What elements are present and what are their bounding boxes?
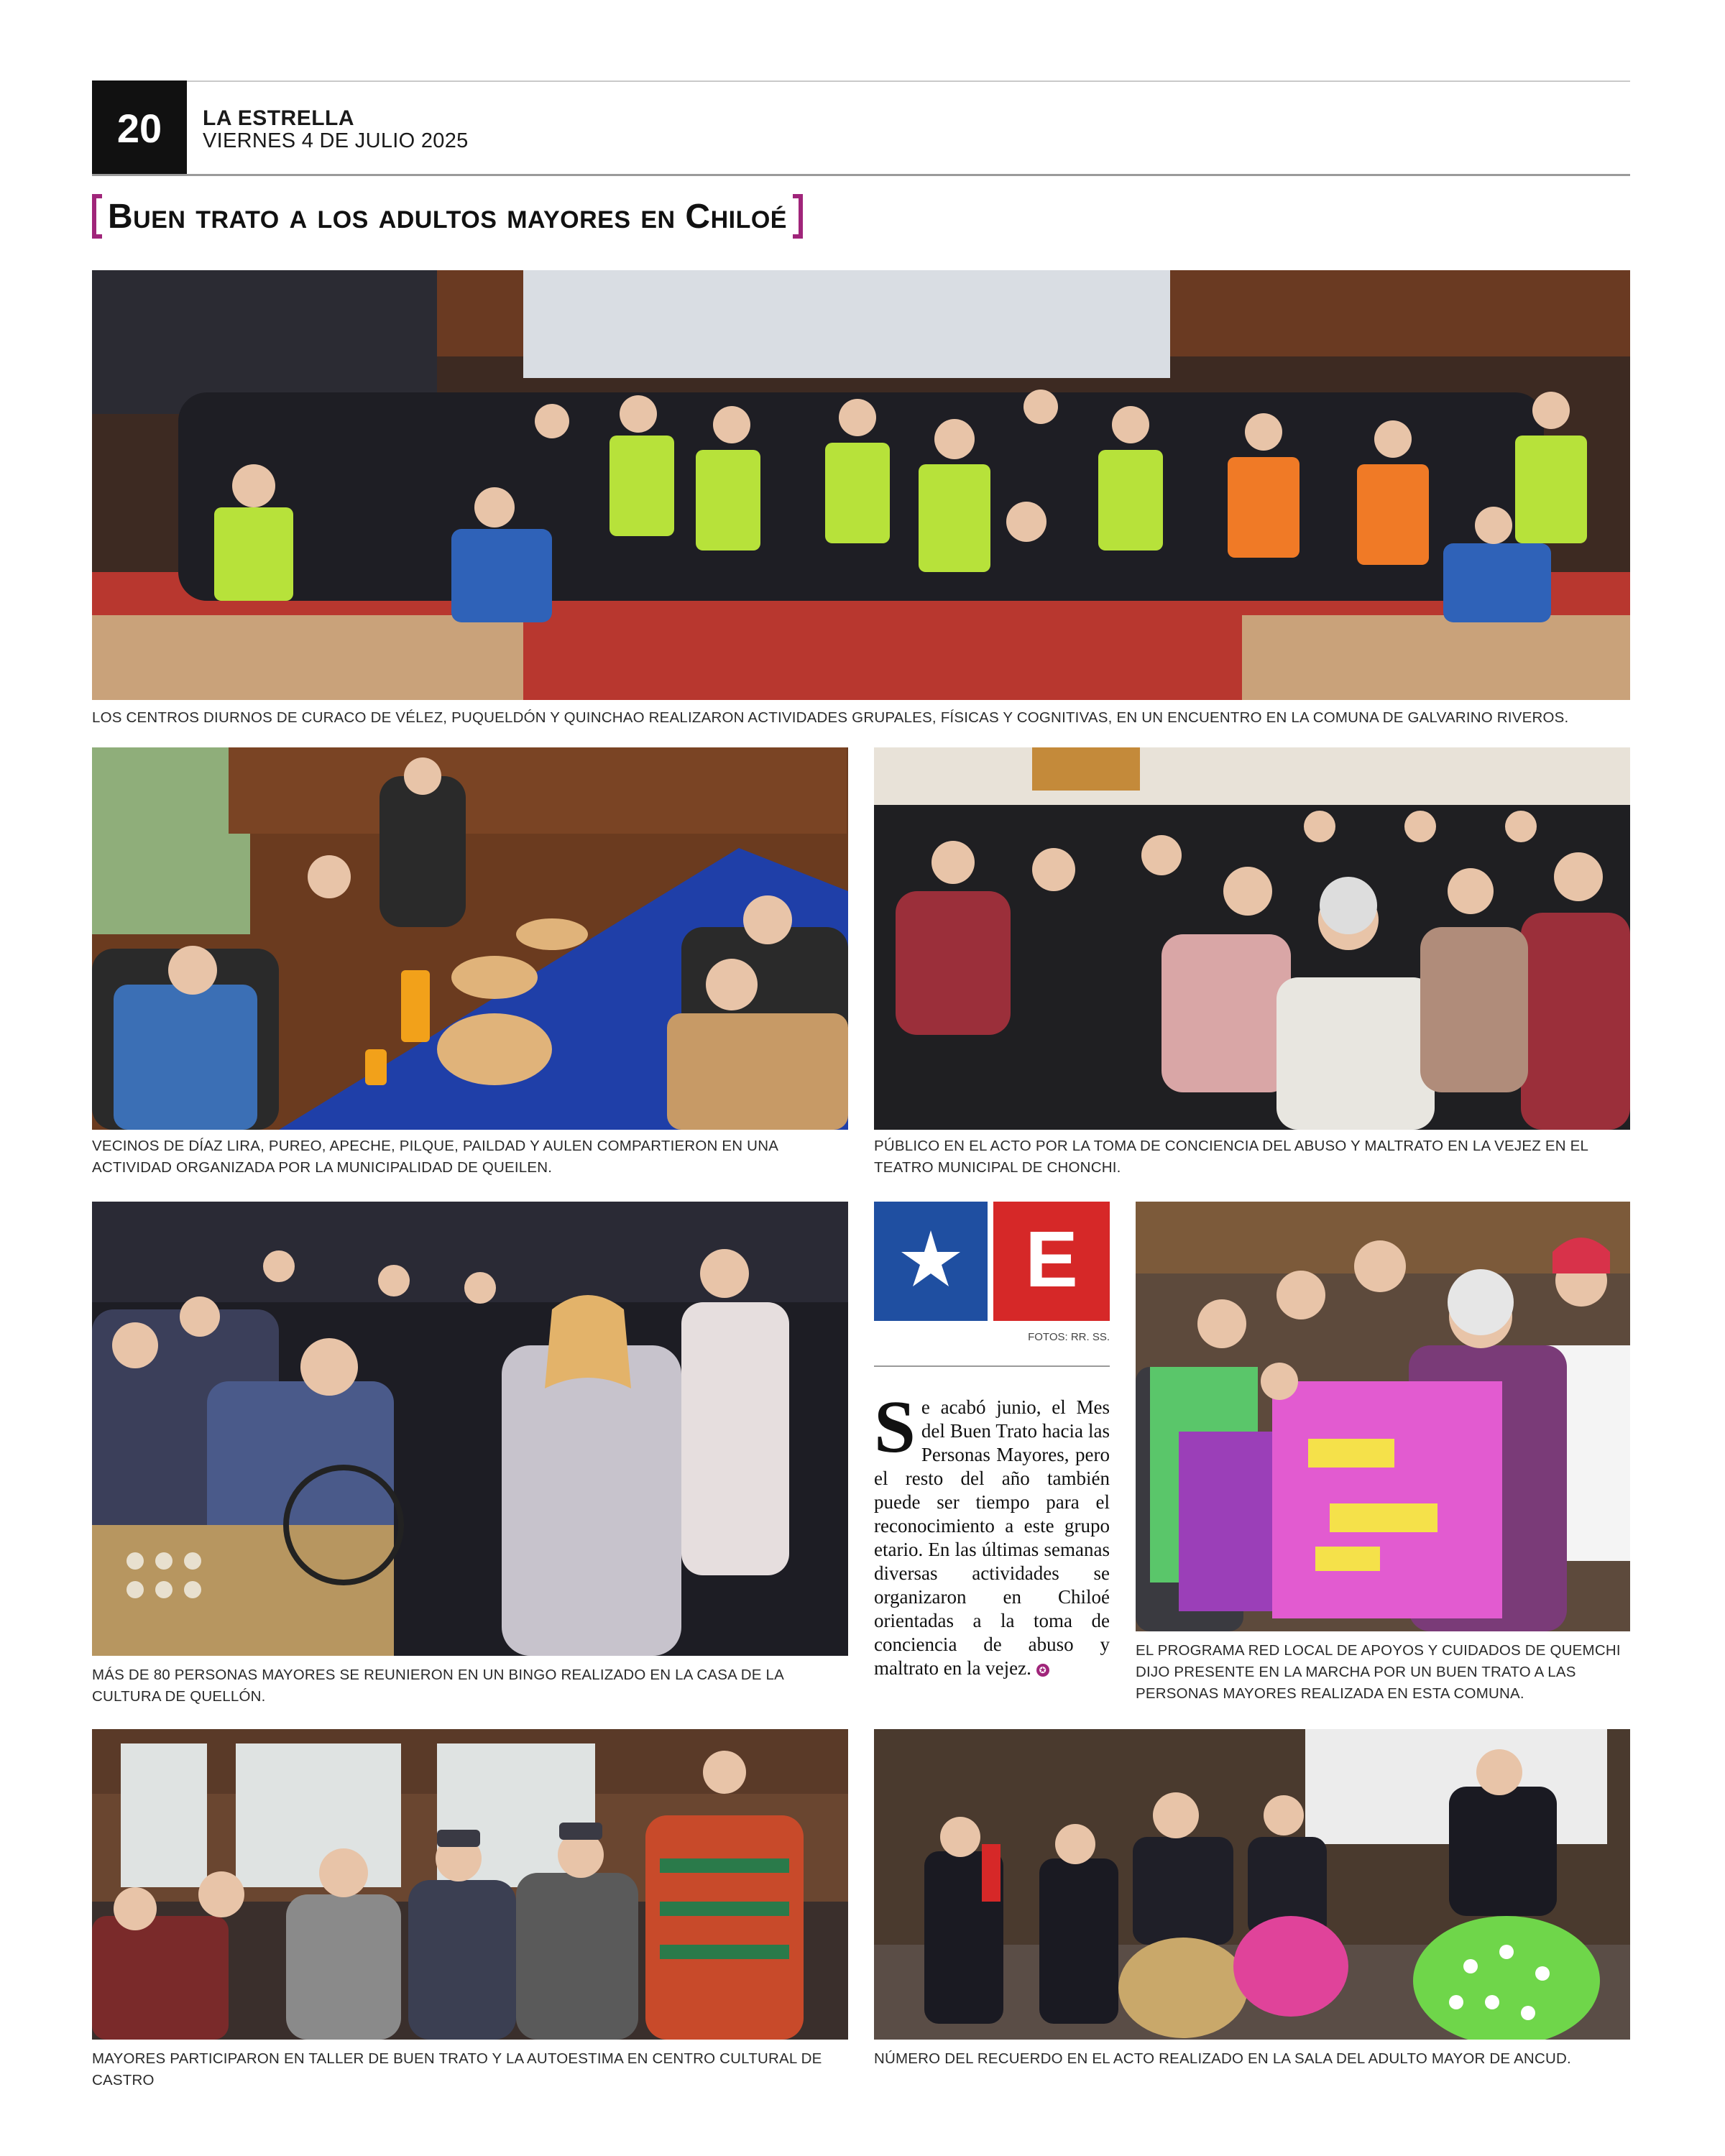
page-number: 20 <box>92 80 187 175</box>
photo-credit: FOTOS: RR. SS. <box>1028 1331 1110 1343</box>
article-text: e acabó junio, el Mes del Buen Trato hacia las Personas Mayores, pero el resto del año también puede ser tiempo para el reconocimiento a este grupo etario. En las últimas semanas diversas actividades se organizaron en Chiloé orientadas a la toma de conciencia de abuso y maltrato en la vejez. <box>874 1396 1110 1679</box>
article-body <box>874 1386 1110 1680</box>
page-headline <box>92 193 803 240</box>
photo-quellon-bingo <box>92 1202 848 1656</box>
headline-close-bracket <box>793 194 803 239</box>
header-top-rule <box>92 80 1630 82</box>
photo-caption: NÚMERO DEL RECUERDO EN EL ACTO REALIZADO EN LA SALA DEL ADULTO MAYOR DE ANCUD. <box>874 2050 1571 2067</box>
issue-date: VIERNES 4 DE JULIO 2025 <box>203 129 469 152</box>
photo-quemchi-march <box>1136 1202 1630 1631</box>
drop-cap: S <box>874 1386 916 1468</box>
end-mark-icon: ✪ <box>1036 1664 1049 1677</box>
photo-queilen-table <box>92 747 848 1130</box>
header-bottom-rule <box>92 174 1630 176</box>
photo-caption: VECINOS DE DÍAZ LIRA, PUREO, APECHE, PILQUE, PAILDAD Y AULEN COMPARTIERON EN UNA ACTIVIDAD ORGANIZADA POR LA MUNICIPALIDAD DE QUEILEN. <box>92 1138 778 1176</box>
headline-text: Buen trato a los adultos mayores en Chiloé <box>108 197 787 236</box>
photo-caption: PÚBLICO EN EL ACTO POR LA TOMA DE CONCIENCIA DEL ABUSO Y MALTRATO EN LA VEJEZ EN EL TEATRO MUNICIPAL DE CHONCHI. <box>874 1138 1588 1176</box>
photo-caption: MAYORES PARTICIPARON EN TALLER DE BUEN TRATO Y LA AUTOESTIMA EN CENTRO CULTURAL DE CASTRO <box>92 2050 822 2088</box>
logo-letter: E <box>1025 1215 1078 1304</box>
newspaper-name: LA ESTRELLA <box>203 106 355 130</box>
photo-chonchi-audience <box>874 747 1630 1130</box>
photo-caption: LOS CENTROS DIURNOS DE CURACO DE VÉLEZ, PUQUELDÓN Y QUINCHAO REALIZARON ACTIVIDADES GRUPALES, FÍSICAS Y COGNITIVAS, EN UN ENCUENTRO EN LA COMUNA DE GALVARINO RIVEROS. <box>92 709 1569 726</box>
estrella-logo <box>874 1202 1110 1321</box>
article-rule <box>874 1365 1110 1367</box>
photo-caption: EL PROGRAMA RED LOCAL DE APOYOS Y CUIDADOS DE QUEMCHI DIJO PRESENTE EN LA MARCHA POR UN BUEN TRATO A LAS PERSONAS MAYORES REALIZADA EN ESTA COMUNA. <box>1136 1642 1621 1702</box>
headline-open-bracket <box>92 194 102 239</box>
photo-ancud-dance <box>874 1729 1630 2040</box>
photo-caption: MÁS DE 80 PERSONAS MAYORES SE REUNIERON EN UN BINGO REALIZADO EN LA CASA DE LA CULTURA DE QUELLÓN. <box>92 1667 783 1705</box>
photo-castro-workshop <box>92 1729 848 2040</box>
photo-group-gym <box>92 270 1630 700</box>
